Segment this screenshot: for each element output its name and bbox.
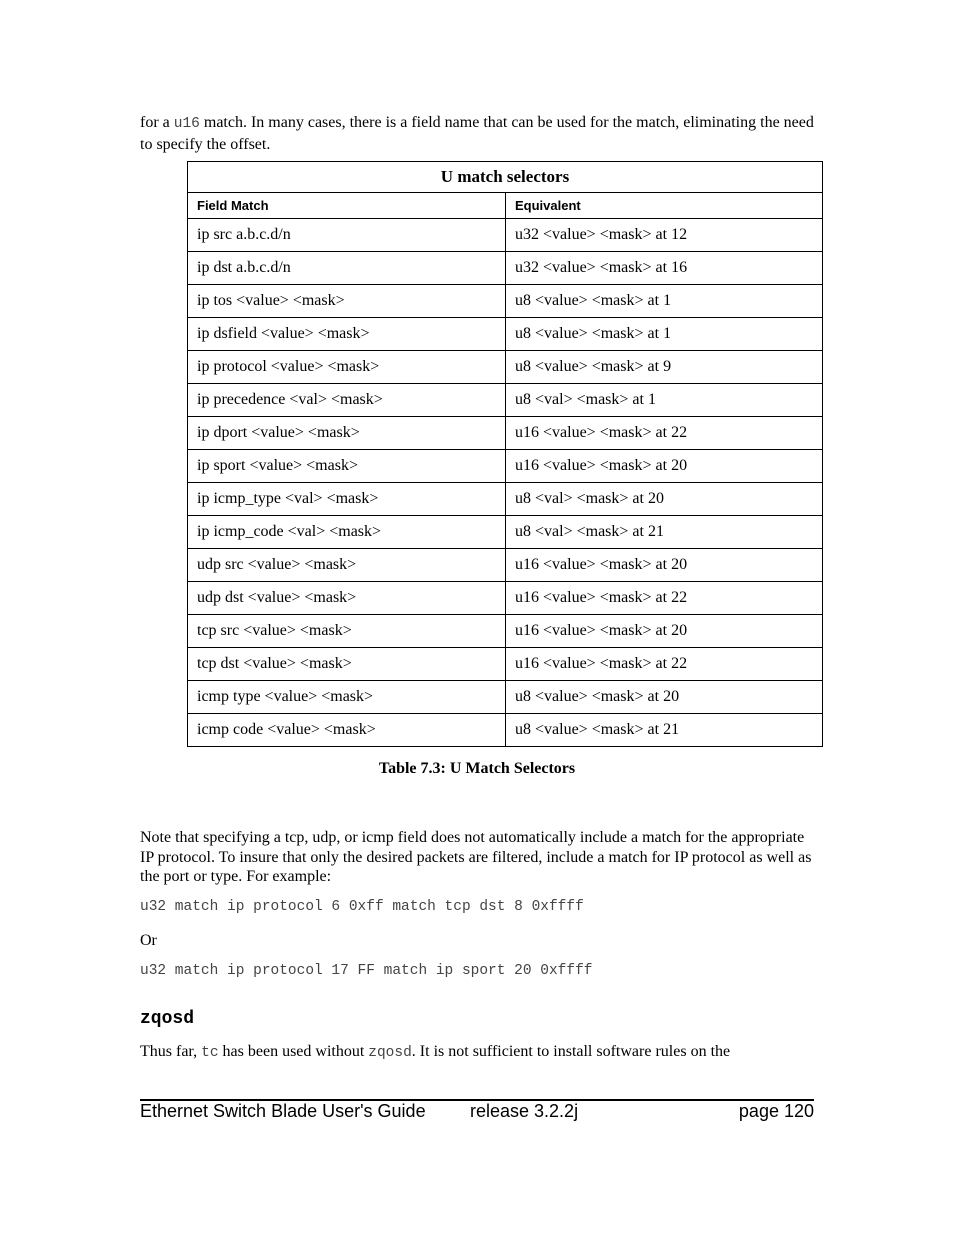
table-row (188, 582, 823, 615)
intro-text-suffix: match. In many cases, there is a field name that can be used for the match, eliminating the need to specify the offset. (140, 114, 814, 153)
field-match-cell: ip dst a.b.c.d/n (188, 252, 506, 285)
code-example-2: u32 match ip protocol 17 FF match ip sport 20 0xffff (140, 963, 593, 979)
section-paragraph (140, 1042, 820, 1064)
equivalent-cell: u8 <value> <mask> at 1 (506, 285, 823, 318)
u-match-selectors-table (187, 161, 823, 747)
field-match-cell: tcp dst <value> <mask> (188, 648, 506, 681)
field-match-cell: udp src <value> <mask> (188, 549, 506, 582)
or-text: Or (140, 932, 157, 949)
field-match-cell: icmp type <value> <mask> (188, 681, 506, 714)
equivalent-cell: u8 <val> <mask> at 1 (506, 384, 823, 417)
table-row (188, 450, 823, 483)
header-field-match: Field Match (188, 193, 506, 219)
table-row (188, 681, 823, 714)
equivalent-cell: u16 <value> <mask> at 20 (506, 615, 823, 648)
section-text-middle: has been used without (218, 1043, 369, 1060)
table-row (188, 285, 823, 318)
field-match-cell: ip precedence <val> <mask> (188, 384, 506, 417)
equivalent-cell: u16 <value> <mask> at 22 (506, 648, 823, 681)
field-match-cell: tcp src <value> <mask> (188, 615, 506, 648)
section-text-prefix: Thus far, (140, 1043, 202, 1060)
equivalent-cell: u8 <value> <mask> at 20 (506, 681, 823, 714)
table-row (188, 549, 823, 582)
table-row (188, 483, 823, 516)
field-match-cell: udp dst <value> <mask> (188, 582, 506, 615)
equivalent-cell: u16 <value> <mask> at 22 (506, 417, 823, 450)
table-row (188, 615, 823, 648)
equivalent-cell: u32 <value> <mask> at 12 (506, 219, 823, 252)
table-row (188, 384, 823, 417)
field-match-cell: ip dport <value> <mask> (188, 417, 506, 450)
footer-title: Ethernet Switch Blade User's Guide (140, 1101, 426, 1121)
field-match-cell: icmp code <value> <mask> (188, 714, 506, 747)
footer-page-number: page 120 (738, 1101, 814, 1121)
inline-code-tc: tc (201, 1045, 219, 1061)
field-match-cell: ip protocol <value> <mask> (188, 351, 506, 384)
field-match-cell: ip icmp_type <val> <mask> (188, 483, 506, 516)
equivalent-cell: u8 <val> <mask> at 21 (506, 516, 823, 549)
header-equivalent: Equivalent (506, 193, 823, 219)
table-title: U match selectors (188, 162, 823, 193)
code-example-1: u32 match ip protocol 6 0xff match tcp dst 8 0xffff (140, 899, 584, 915)
table-caption: Table 7.3: U Match Selectors (378, 760, 576, 777)
field-match-cell: ip tos <value> <mask> (188, 285, 506, 318)
field-match-cell: ip dsfield <value> <mask> (188, 318, 506, 351)
table-row (188, 648, 823, 681)
equivalent-cell: u8 <value> <mask> at 9 (506, 351, 823, 384)
table-row (188, 318, 823, 351)
equivalent-cell: u16 <value> <mask> at 20 (506, 549, 823, 582)
section-text-suffix: . It is not sufficient to install software rules on the (411, 1043, 731, 1060)
note-paragraph: Note that specifying a tcp, udp, or icmp field does not automatically include a match for the appropriate IP protocol. To insure that only the desired packets are filtered, include a match for IP protocol as well as the port or type. For example: (140, 829, 812, 885)
footer-release: release 3.2.2j (470, 1101, 579, 1121)
table-row (188, 516, 823, 549)
table-row (188, 417, 823, 450)
table-row (188, 252, 823, 285)
field-match-cell: ip sport <value> <mask> (188, 450, 506, 483)
equivalent-cell: u32 <value> <mask> at 16 (506, 252, 823, 285)
equivalent-cell: u8 <value> <mask> at 21 (506, 714, 823, 747)
inline-code-zqosd: zqosd (368, 1045, 412, 1061)
table-row (188, 714, 823, 747)
table-header-row (188, 193, 823, 219)
equivalent-cell: u16 <value> <mask> at 22 (506, 582, 823, 615)
intro-text-prefix: for a (140, 114, 174, 131)
intro-paragraph (140, 113, 820, 154)
table-row (188, 351, 823, 384)
equivalent-cell: u16 <value> <mask> at 20 (506, 450, 823, 483)
field-match-cell: ip src a.b.c.d/n (188, 219, 506, 252)
intro-inline-code: u16 (173, 116, 200, 132)
equivalent-cell: u8 <val> <mask> at 20 (506, 483, 823, 516)
section-heading: zqosd (140, 1009, 195, 1029)
table-row (188, 219, 823, 252)
field-match-cell: ip icmp_code <val> <mask> (188, 516, 506, 549)
equivalent-cell: u8 <value> <mask> at 1 (506, 318, 823, 351)
